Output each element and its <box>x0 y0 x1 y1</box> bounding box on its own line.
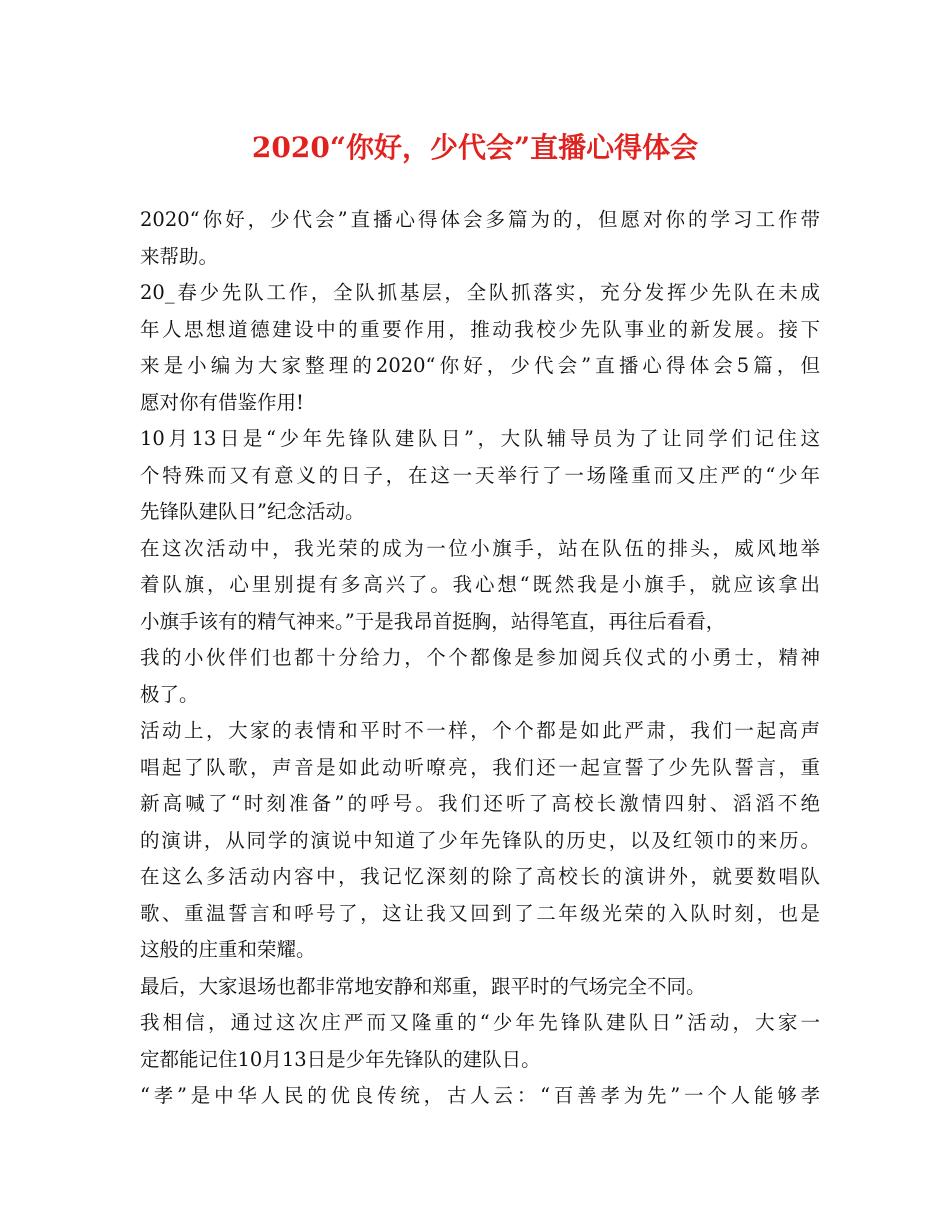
paragraph-line: 这般的庄重和荣耀。 <box>140 938 316 961</box>
paragraph-line: 最后，大家退场也都非常地安静和郑重，跟平时的气场完全不同。 <box>140 974 706 998</box>
paragraph-line: 来帮助。 <box>140 244 219 268</box>
paragraph-line: 活动上，大家的表情和平时不一样，个个都是如此严肃，我们一起高声 <box>140 719 820 742</box>
paragraph-line: 新高喊了“时刻准备”的呼号。我们还听了高校长激情四射、滔滔不绝 <box>140 792 820 815</box>
document-body <box>140 202 820 1115</box>
paragraph-line: 20_春少先队工作，全队抓基层，全队抓落实，充分发挥少先队在未成 <box>140 281 820 304</box>
paragraph-line: 歌、重温誓言和呼号了，这让我又回到了二年级光荣的入队时刻，也是 <box>140 901 820 925</box>
paragraph-line: 愿对你有借鉴作用! <box>140 390 304 414</box>
paragraph-line: 个特殊而又有意义的日子，在这一天举行了一场隆重而又庄严的“少年 <box>140 463 820 487</box>
paragraph-line: 的演讲，从同学的演说中知道了少年先锋队的历史，以及红领巾的来历。 <box>140 828 820 852</box>
paragraph-line: 我相信，通过这次庄严而又隆重的“少年先锋队建队日”活动，大家一 <box>140 1011 820 1034</box>
paragraph-line: 小旗手该有的精气神来。”于是我昂首挺胸，站得笔直，再往后看看， <box>140 609 726 633</box>
document-title: 2020“你好，少代会”直播心得体会 <box>251 131 699 164</box>
paragraph-line: 在这次活动中，我光荣的成为一位小旗手，站在队伍的排头，威风地举 <box>140 536 820 560</box>
paragraph-line: 唱起了队歌，声音是如此动听嘹亮，我们还一起宣誓了少先队誓言，重 <box>140 755 820 779</box>
paragraph-line: 10月13日是“少年先锋队建队日”，大队辅导员为了让同学们记住这 <box>140 427 820 450</box>
paragraph-line: 定都能记住10月13日是少年先锋队的建队日。 <box>140 1047 541 1071</box>
paragraph-line: 年人思想道德建设中的重要作用，推动我校少先队事业的新发展。接下 <box>140 317 820 341</box>
paragraph-line: 极了。 <box>140 682 199 706</box>
paragraph-line: 2020“你好，少代会”直播心得体会多篇为的，但愿对你的学习工作带 <box>140 208 820 231</box>
paragraph-line: 我的小伙伴们也都十分给力，个个都像是参加阅兵仪式的小勇士，精神 <box>140 646 820 669</box>
paragraph-line: 先锋队建队日”纪念活动。 <box>140 500 365 523</box>
paragraph-line: 在这么多活动内容中，我记忆深刻的除了高校长的演讲外，就要数唱队 <box>140 865 820 888</box>
paragraph-line: 着队旗，心里别提有多高兴了。我心想“既然我是小旗手，就应该拿出 <box>140 573 820 596</box>
paragraph-line: 来是小编为大家整理的2020“你好，少代会”直播心得体会5篇，但 <box>140 354 820 377</box>
paragraph-line: “孝”是中华人民的优良传统，古人云：“百善孝为先”一个人能够孝 <box>140 1084 820 1107</box>
